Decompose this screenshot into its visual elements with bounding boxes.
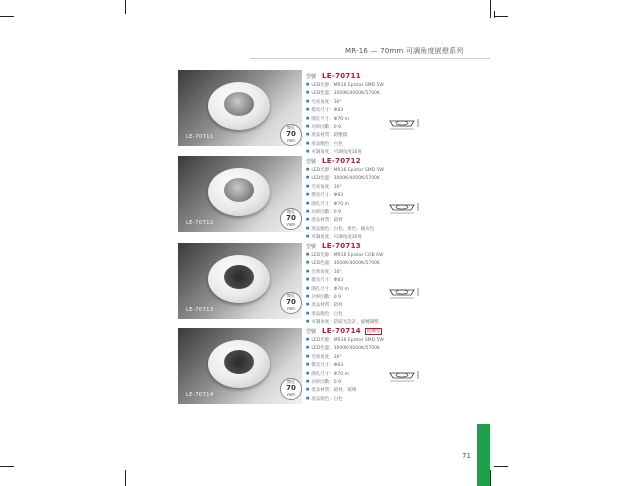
model-code: LE-70711 [322,72,361,80]
spec-item: ■ 燈具尺寸：Φ83 [306,361,456,369]
dimension-diagram [388,116,432,132]
spec-item: ■ 可調角度：可調角度30度 [306,148,456,156]
photo-label: LE-70714 [186,392,214,398]
badge-value: 70 [286,384,296,392]
photo-label: LE-70711 [186,134,214,140]
crop-mark [490,470,491,486]
spec-item: ■ 可調角度：可調角度30度 [306,233,456,241]
crop-mark [0,466,14,467]
badge-unit: mm [287,222,295,227]
spec-item: ■ 產品材質：鋁材 [306,216,456,224]
fixture-image [208,82,270,130]
badge-top: 開孔 [287,209,295,214]
spec-item: ■ 功率因數：0.9 [306,293,456,301]
spec-item: ■ 開孔尺寸：Φ70 m [306,200,456,208]
spec-item: ■ LED色溫：3000K/4000K/5700K [306,89,456,97]
cutout-badge [280,378,302,400]
crop-mark [125,470,126,486]
badge-value: 70 [286,214,296,222]
spec-item: ■ 產品材質：鋁材 [306,301,456,309]
model-key: 型號 [306,73,317,80]
spec-item: ■ 產品顏色：白色、黑色、銀灰色 [306,225,456,233]
model-code: LE-70714 [322,327,361,335]
spec-item: ■ 光束角度：30° [306,98,456,106]
spec-item: ■ 產品顏色：白色 [306,310,456,318]
spec-item: ■ LED光源：MR16 Epistar SMD 5W [306,81,456,89]
badge-top: 開孔 [287,379,295,384]
badge-value: 70 [286,298,296,306]
badge-unit: mm [287,138,295,143]
spec-item: ■ 功率因數：0.9 [306,123,456,131]
spec-item: ■ 光束角度：30° [306,268,456,276]
spec-item: ■ 開孔尺寸：Φ70 m [306,285,456,293]
fixture-image [208,340,270,388]
spec-item: ■ 可調角度：防眩光設計、旋轉調整 [306,318,456,326]
model-key: 型號 [306,158,317,165]
spec-item: ■ 產品顏色：白色 [306,140,456,148]
spec-item: ■ 開孔尺寸：Φ70 m [306,115,456,123]
cutout-badge [280,208,302,230]
spec-item: ■ 燈具尺寸：Φ83 [306,191,456,199]
section-tab [477,424,490,486]
photo-label: LE-70713 [186,307,214,313]
cutout-badge [280,124,302,146]
dimension-diagram [388,368,432,384]
badge-unit: mm [287,306,295,311]
spec-item: ■ 產品材質：鋁壓鑄 [306,131,456,139]
spec-item: ■ LED色溫：3000K/4000K/5700K [306,174,456,182]
spec-block [306,326,456,403]
spec-item: ■ 燈具尺寸：Φ83 [306,276,456,284]
model-key: 型號 [306,328,317,335]
dimension-diagram [388,285,432,301]
badge-unit: mm [287,392,295,397]
divider [250,58,490,59]
badge-top: 開孔 [287,293,295,298]
model-code: LE-70713 [322,242,361,250]
crop-mark [494,466,508,467]
spec-item: ■ LED色溫：3000K/4000K/5700K [306,344,456,352]
spec-item: ■ LED光源：MR16 Epistar COB 6W [306,251,456,259]
badge-top: 開孔 [287,125,295,130]
cutout-badge [280,292,302,314]
spec-item: ■ 功率因數：0.9 [306,378,456,386]
spec-item: ■ 光束角度：30° [306,353,456,361]
spec-block [306,156,456,242]
spec-item: ■ LED色溫：3000K/4000K/5700K [306,259,456,267]
spec-block [306,71,456,157]
badge-value: 70 [286,130,296,138]
spec-item: ■ 光束角度：30° [306,183,456,191]
crop-mark [494,16,508,17]
spec-item: ■ 燈具尺寸：Φ83 [306,106,456,114]
page-number: 71 [462,452,471,460]
crop-mark [125,0,126,14]
photo-label: LE-70712 [186,220,214,226]
model-code: LE-70712 [322,157,361,165]
dimension-diagram [388,200,432,216]
fixture-image [208,255,270,303]
spec-item: ■ 功率因數：0.9 [306,208,456,216]
page-title: MR-16 — 70mm 可調角度嵌燈系列 [345,47,464,55]
spec-item: ■ LED光源：MR16 Epistar SMD 5W [306,336,456,344]
crop-mark [490,0,491,18]
spec-item: ■ 開孔尺寸：Φ70 m [306,370,456,378]
crop-mark [0,16,14,17]
spec-item: ■ LED光源：MR16 Epistar SMD 5W [306,166,456,174]
model-key: 型號 [306,243,317,250]
fixture-image [208,168,270,216]
spec-block [306,241,456,327]
spec-item: ■ 產品材質：鋁材、玻璃 [306,386,456,394]
model-note: 防潮型 [366,328,381,334]
spec-item: ■ 產品顏色：白色 [306,395,456,403]
